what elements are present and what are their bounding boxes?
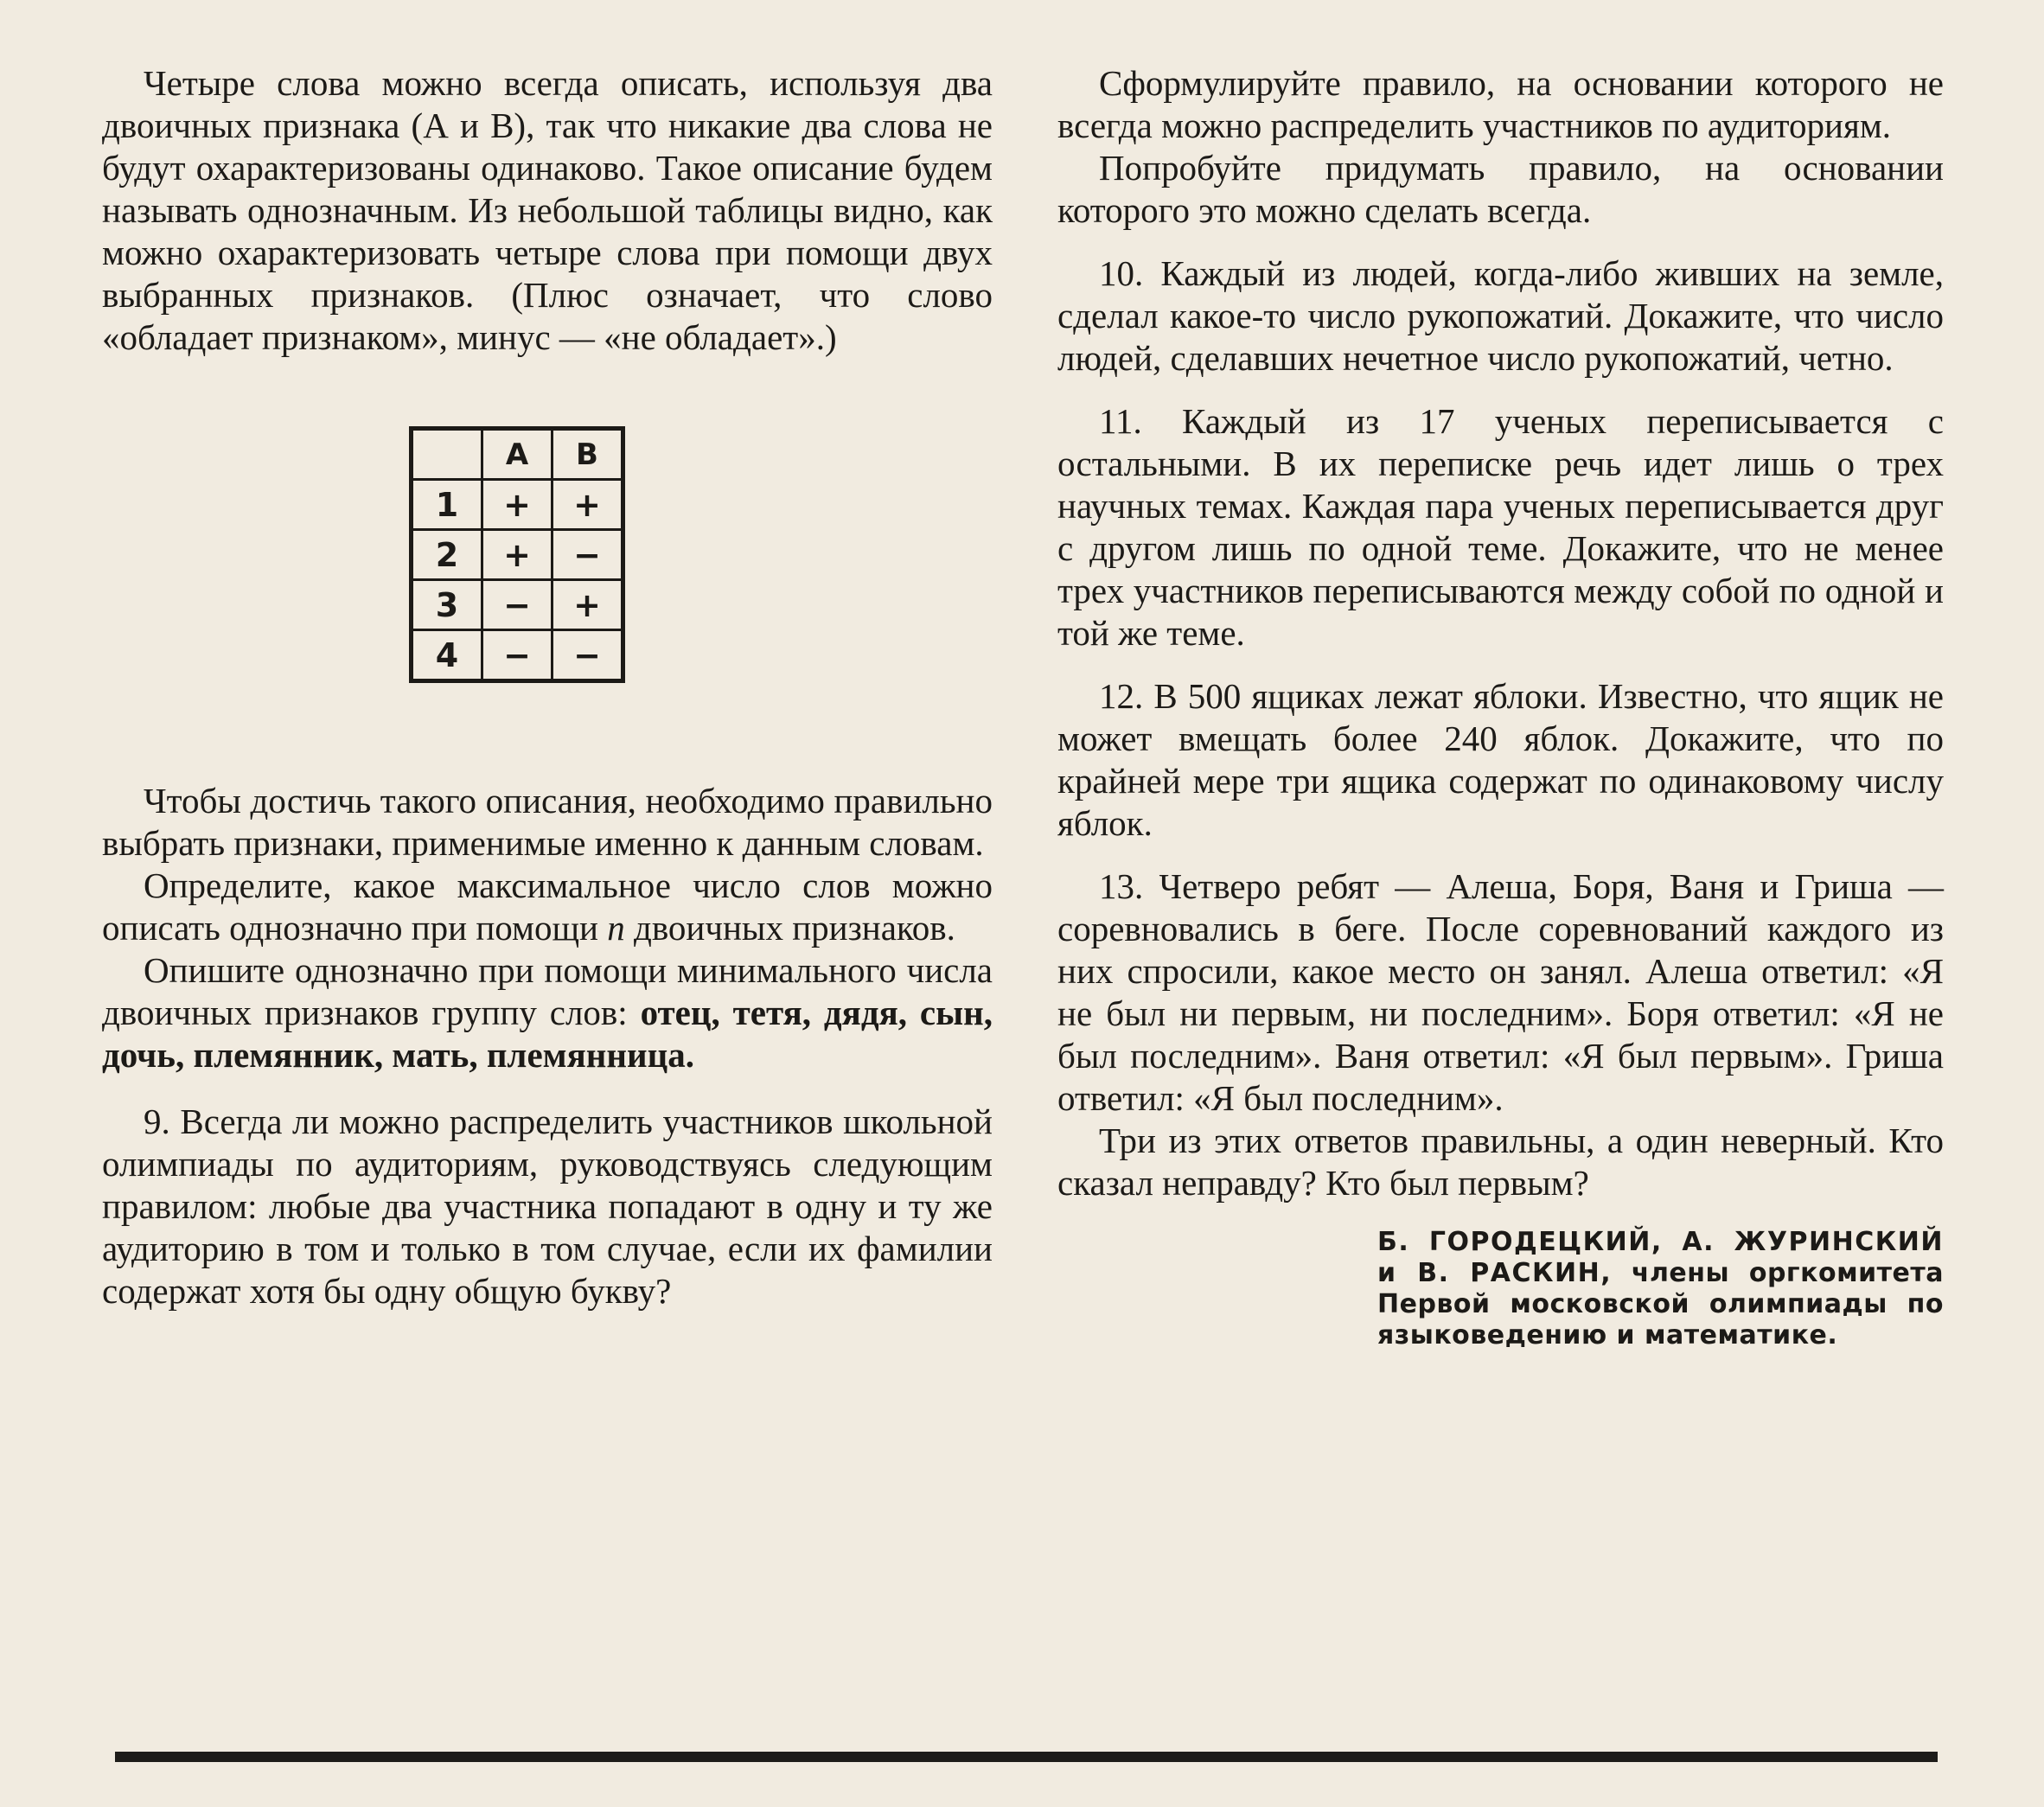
- table-cell: +: [482, 480, 553, 530]
- table-header-cell: В: [553, 429, 623, 480]
- problem-10: 10. Каждый из людей, когда-либо живших на земле, сделал какое-то число рукопожатий. Докажите, что число людей, сделавших нечетное число рукопожатий, четно.: [1057, 253, 1944, 378]
- paragraph-choose-features: Чтобы достичь такого описания, необходимо правильно выбрать признаки, применимые именно к данным словам.: [102, 781, 993, 863]
- feature-table: [409, 426, 625, 683]
- bottom-rule: [115, 1752, 1938, 1762]
- paragraph-max-words: [102, 865, 993, 949]
- table-cell: +: [482, 530, 553, 580]
- problem-13-question: Три из этих ответов правильны, а один неверный. Кто сказал неправду? Кто был первым?: [1057, 1121, 1944, 1203]
- problem-9-part-c: Попробуйте придумать правило, на основании которого это можно сделать всегда.: [1057, 148, 1944, 230]
- table-header-cell: [412, 429, 482, 480]
- author-role: члены оргкомитета Первой московской олимпиады по языковедению и математике.: [1377, 1258, 1944, 1350]
- table-cell: +: [553, 580, 623, 630]
- problem-9-part-b: Сформулируйте правило, на основании которого не всегда можно распределить участников по аудиториям.: [1057, 63, 1944, 145]
- paragraph-describe-group: [102, 949, 993, 1076]
- table-row: [412, 480, 623, 530]
- text-span: Определите, какое максимальное число слов можно описать однозначно при помощи: [102, 865, 993, 948]
- table-row: [412, 530, 623, 580]
- problem-11: 11. Каждый из 17 ученых переписывается с остальными. В их переписке речь идет лишь о трех научных темах. Каждая пара ученых переписывается друг с другом лишь по одной теме. Докажите, что не менее трех участников переписываются между собой по одной и той же теме.: [1057, 401, 1944, 653]
- table-cell: 2: [412, 530, 482, 580]
- table-cell: 3: [412, 580, 482, 630]
- table-header-row: [412, 429, 623, 480]
- left-column: [102, 62, 993, 1312]
- problem-13: 13. Четверо ребят — Алеша, Боря, Ваня и Гриша — соревновались в беге. После соревнований каждого из них спросили, какое место он занял. Алеша ответил: «Я не был ни первым, ни последним». Боря ответил: «Я не был последним». Ваня ответил: «Я был первым». Гриша ответил: «Я был последним».: [1057, 866, 1944, 1118]
- table-cell: 1: [412, 480, 482, 530]
- variable-n: n: [607, 908, 625, 948]
- word-list: отец, тетя, дядя, сын, дочь, племянник, мать, племянница.: [102, 993, 993, 1075]
- table-cell: +: [553, 480, 623, 530]
- authors-signature: [1057, 1227, 1944, 1351]
- table-cell: −: [482, 580, 553, 630]
- table-row: [412, 580, 623, 630]
- problem-12: 12. В 500 ящиках лежат яблоки. Известно, что ящик не может вмещать более 240 яблок. Докажите, что по крайней мере три ящика содержат по одинаковому числу яблок.: [1057, 676, 1944, 843]
- feature-table-wrap: [102, 426, 993, 683]
- table-header-cell: А: [482, 429, 553, 480]
- table-cell: −: [553, 630, 623, 681]
- right-column: [1057, 62, 1944, 1351]
- text-span: двоичных признаков.: [624, 908, 955, 948]
- table-row: [412, 630, 623, 681]
- problem-9: 9. Всегда ли можно распределить участников школьной олимпиады по аудиториям, руководствуясь следующим правилом: любые два участника попадают в одну и ту же аудиторию в том и только в том случае, если их фамилии содержат хотя бы одну общую букву?: [102, 1101, 993, 1311]
- table-cell: −: [482, 630, 553, 681]
- text-span: Опишите однозначно при помощи минимального числа двоичных признаков группу слов:: [102, 950, 993, 1032]
- intro-paragraph: Четыре слова можно всегда описать, используя два двоичных признака (А и В), так что никакие два слова не будут охарактеризованы одинаково. Такое описание будем называть однозначным. Из небольшой таблицы видно, как можно охарактеризовать четыре слова при помощи двух выбранных признаков. (Плюс означает, что слово «обладает признаком», минус — «не обладает».): [102, 63, 993, 357]
- author-names: Б. ГОРОДЕЦКИЙ, А. ЖУРИНСКИЙ и В. РАСКИН,: [1377, 1227, 1944, 1288]
- table-cell: −: [553, 530, 623, 580]
- table-cell: 4: [412, 630, 482, 681]
